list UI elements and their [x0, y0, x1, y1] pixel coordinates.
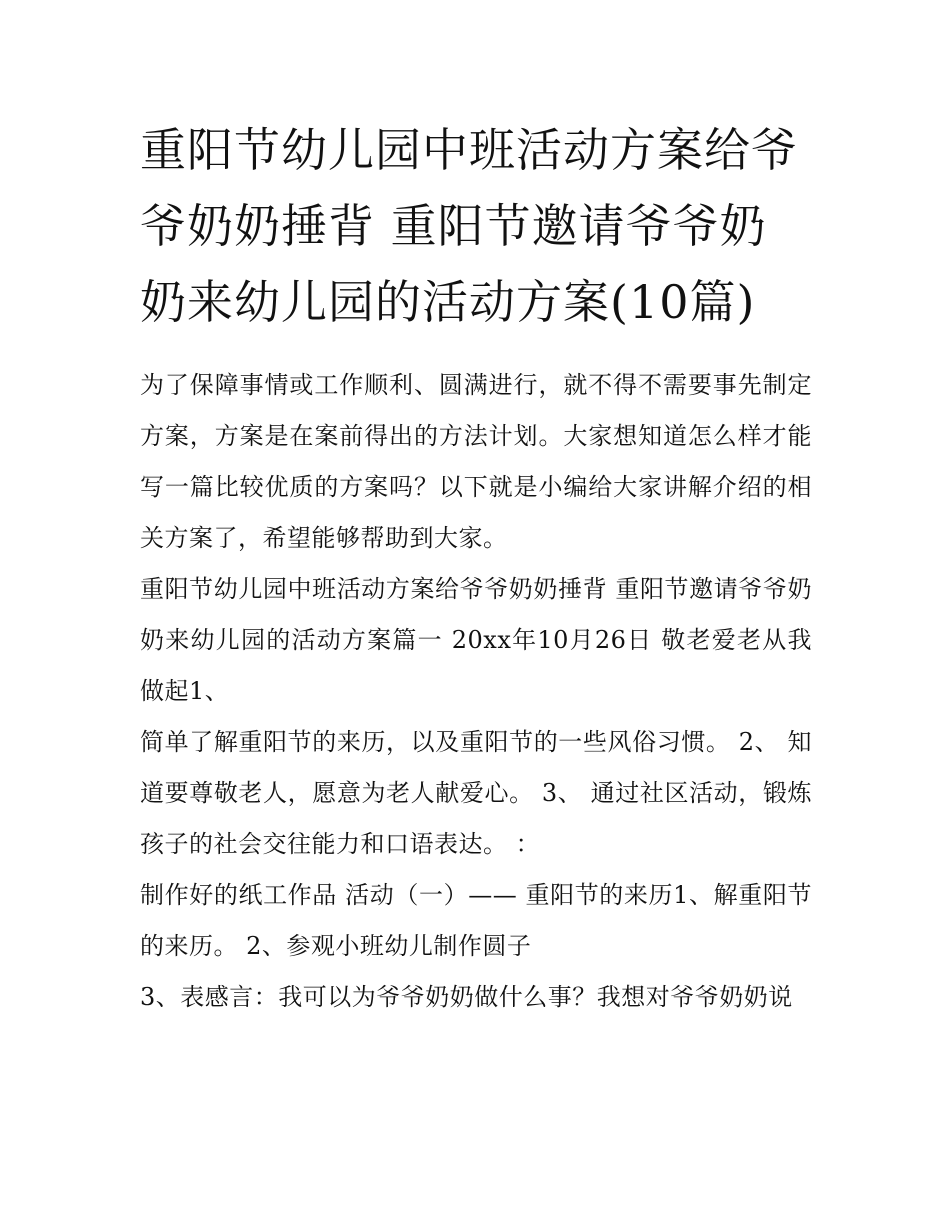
- document-title: 重阳节幼儿园中班活动方案给爷爷奶奶捶背 重阳节邀请爷爷奶奶来幼儿园的活动方案(10篇): [140, 123, 798, 329]
- body-paragraph-4: 3、表感言：我可以为爷爷奶奶做什么事？我想对爷爷奶奶说: [140, 983, 793, 1011]
- document-page: [140, 112, 812, 1023]
- body-paragraph-3: 制作好的纸工作品 活动（一）—— 重阳节的来历1、解重阳节的来历。 2、参观小班幼儿制作圆子: [140, 881, 812, 960]
- intro-paragraph: 为了保障事情或工作顺利、圆满进行，就不得不需要事先制定方案，方案是在案前得出的方法计划。大家想知道怎么样才能写一篇比较优质的方案吗？以下就是小编给大家讲解介绍的相关方案了，希望能够帮助到大家。: [140, 371, 812, 552]
- body-paragraph-1: 重阳节幼儿园中班活动方案给爷爷奶奶捶背 重阳节邀请爷爷奶奶来幼儿园的活动方案篇一 20xx年10月26日 敬老爱老从我做起1、: [140, 575, 812, 705]
- body-paragraph-2: 简单了解重阳节的来历，以及重阳节的一些风俗习惯。 2、 知道要尊敬老人，愿意为老人献爱心。 3、 通过社区活动，锻炼孩子的社会交往能力和口语表达。 ：: [140, 728, 812, 858]
